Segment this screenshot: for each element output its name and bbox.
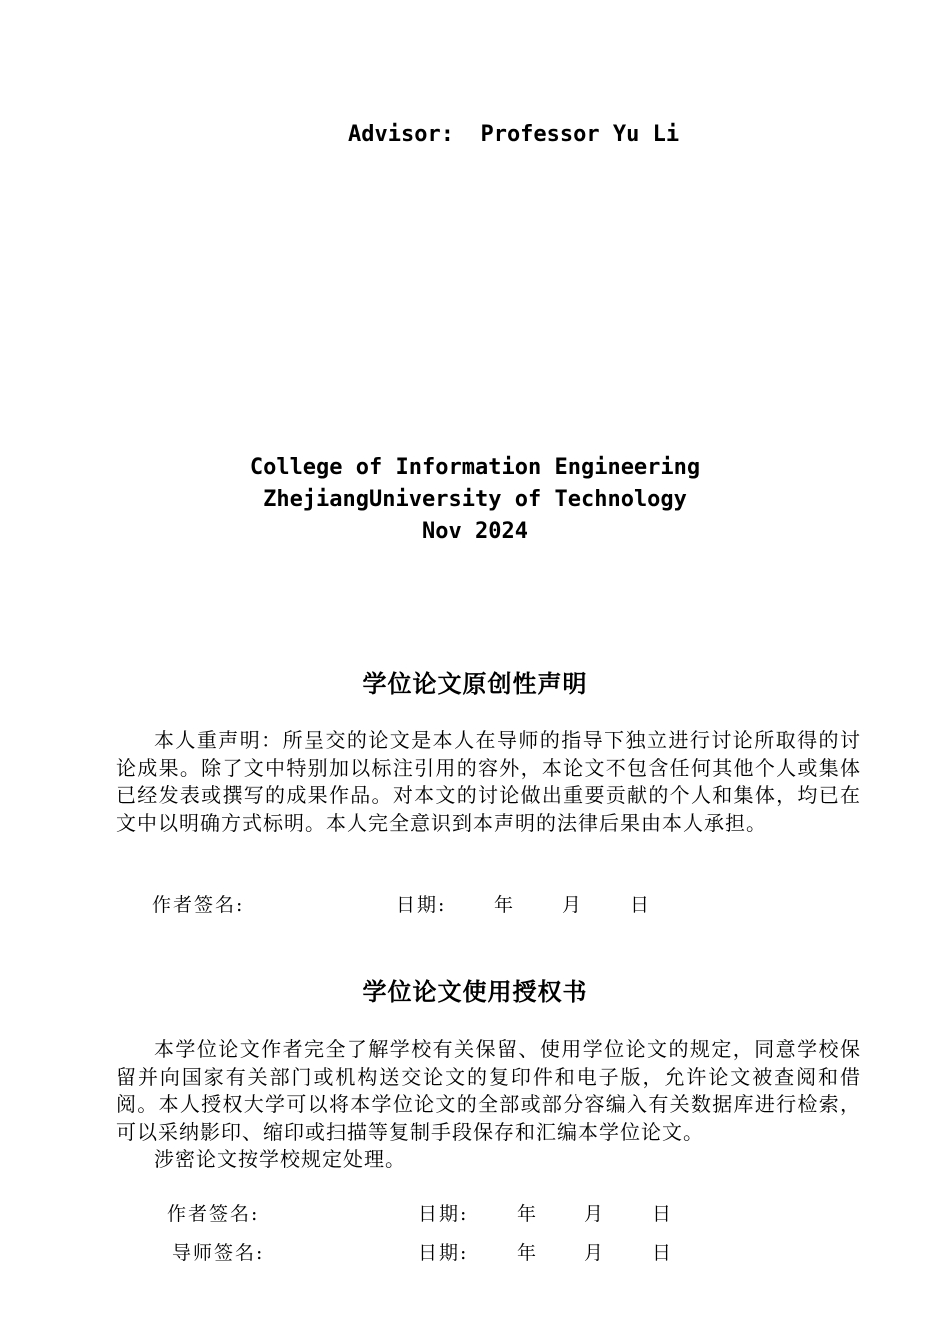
originality-year: 年 [494, 894, 516, 916]
originality-month: 月 [562, 894, 584, 916]
originality-date-label: 日期: [396, 894, 447, 916]
authorization-advisor-month: 月 [584, 1242, 606, 1264]
originality-author-signature-label: 作者签名: [152, 894, 245, 916]
originality-day: 日 [630, 894, 652, 916]
authorization-body: 本学位论文作者完全了解学校有关保留、使用学位论文的规定，同意学校保留并向国家有关部门或机构送交论文的复印件和电子版，允许论文被查阅和借阅。本人授权大学可以将本学位论文的全部或部分容编入有关数据库进行检索，可以采纳影印、缩印或扫描等复制手段保存和汇编本学位论文。 [116, 1037, 861, 1144]
university-name: ZhejiangUniversity of Technology [263, 487, 687, 512]
secret-note: 涉密论文按学校规定处理。 [154, 1147, 406, 1171]
authorization-author-date-label: 日期: [418, 1203, 469, 1225]
authorization-advisor-year: 年 [517, 1242, 539, 1264]
authorization-advisor-day: 日 [652, 1242, 674, 1264]
authorization-author-month: 月 [584, 1203, 606, 1225]
authorization-title: 学位论文使用授权书 [362, 977, 588, 1006]
advisor-signature-label: 导师签名: [172, 1242, 265, 1264]
authorization-author-day: 日 [652, 1203, 674, 1225]
advisor-line: Advisor: Professor Yu Li [348, 122, 680, 147]
authorization-author-year: 年 [517, 1203, 539, 1225]
originality-body: 本人重声明：所呈交的论文是本人在导师的指导下独立进行讨论所取得的讨论成果。除了文中特别加以标注引用的容外，本论文不包含任何其他个人或集体已经发表或撰写的成果作品。对本文的讨论做出重要贡献的个人和集体，均已在文中以明确方式标明。本人完全意识到本声明的法律后果由本人承担。 [116, 728, 861, 835]
college-name: College of Information Engineering [249, 455, 701, 480]
cover-date: Nov 2024 [422, 519, 528, 544]
authorization-author-signature-label: 作者签名: [167, 1203, 260, 1225]
authorization-advisor-date-label: 日期: [418, 1242, 469, 1264]
originality-title: 学位论文原创性声明 [362, 669, 588, 698]
